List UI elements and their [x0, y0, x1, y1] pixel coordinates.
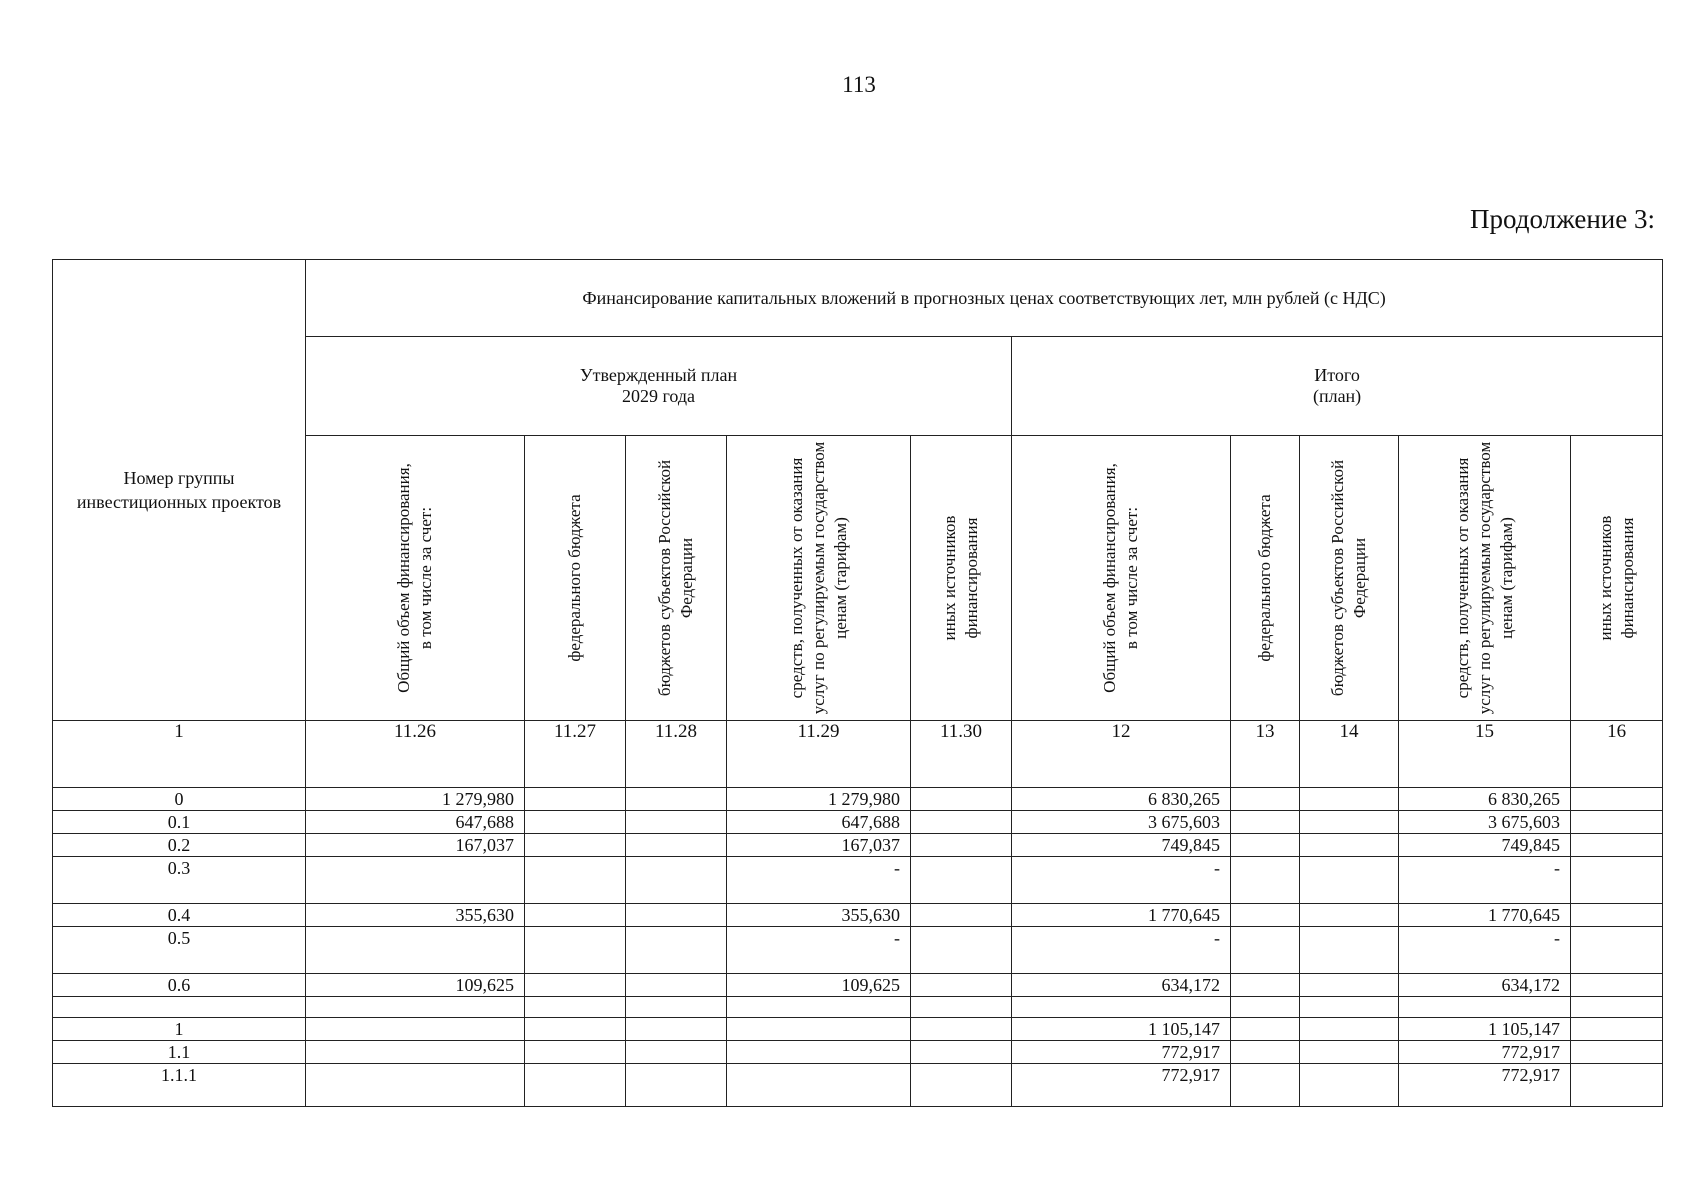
- column-number: 11.26: [306, 721, 525, 788]
- table-cell: 1 279,980: [306, 788, 525, 811]
- table-cell: [525, 997, 626, 1018]
- table-body: [53, 788, 1663, 1107]
- table-cell: [911, 811, 1012, 834]
- financing-title-header: Финансирование капитальных вложений в прогнозных ценах соответствующих лет, млн рублей (с НДС): [306, 260, 1663, 337]
- table-cell: [525, 788, 626, 811]
- table-cell: 167,037: [306, 834, 525, 857]
- table-cell: -: [727, 857, 911, 904]
- col-header-regional-budget: бюджетов субъектов Российской Федерации: [626, 436, 727, 721]
- table-cell: [1571, 927, 1663, 974]
- table-cell: [1231, 811, 1300, 834]
- table-cell: [1571, 974, 1663, 997]
- table-cell: 167,037: [727, 834, 911, 857]
- approved-plan-header: [306, 337, 1012, 436]
- col-header-other-sources: иных источников финансирования: [911, 436, 1012, 721]
- table-cell: [911, 904, 1012, 927]
- table-cell: [525, 811, 626, 834]
- col-header-total-volume: Общий объем финансирования, в том числе за счет:: [1012, 436, 1231, 721]
- table-cell: -: [1399, 927, 1571, 974]
- table-cell: 0.1: [53, 811, 306, 834]
- table-cell: [1300, 811, 1399, 834]
- table-cell: [1571, 1041, 1663, 1064]
- table-row: [53, 1041, 1663, 1064]
- table-cell: [911, 1064, 1012, 1107]
- table-cell: [911, 997, 1012, 1018]
- table-cell: [911, 1041, 1012, 1064]
- table-cell: 749,845: [1012, 834, 1231, 857]
- col-header-tariff-funds: средств, полученных от оказания услуг по регулируемым государством ценам (тарифам): [727, 436, 911, 721]
- table-cell: 772,917: [1012, 1064, 1231, 1107]
- table-cell: [1300, 1064, 1399, 1107]
- table-cell: 1 105,147: [1399, 1018, 1571, 1041]
- table-cell: 3 675,603: [1399, 811, 1571, 834]
- table-cell: 109,625: [727, 974, 911, 997]
- col-header-total-volume: Общий объем финансирования, в том числе за счет:: [306, 436, 525, 721]
- table-cell: 647,688: [306, 811, 525, 834]
- table-cell: 634,172: [1012, 974, 1231, 997]
- table-cell: 1 279,980: [727, 788, 911, 811]
- table-cell: [525, 1064, 626, 1107]
- column-number-row: [53, 721, 1663, 788]
- approved-plan-line2: 2029 года: [621, 386, 696, 406]
- table-cell: [306, 927, 525, 974]
- table-cell: 1.1.1: [53, 1064, 306, 1107]
- column-number: 11.29: [727, 721, 911, 788]
- table-cell: [911, 1018, 1012, 1041]
- table-cell: [727, 1041, 911, 1064]
- table-cell: [1300, 857, 1399, 904]
- table-cell: [1231, 788, 1300, 811]
- table-row: [53, 788, 1663, 811]
- table-cell: [626, 904, 727, 927]
- table-row: [53, 974, 1663, 997]
- table-cell: -: [727, 927, 911, 974]
- column-number: 12: [1012, 721, 1231, 788]
- table-cell: 109,625: [306, 974, 525, 997]
- table-cell: -: [1012, 927, 1231, 974]
- table-cell: [1300, 904, 1399, 927]
- table-cell: [1300, 1018, 1399, 1041]
- table-cell: 772,917: [1399, 1064, 1571, 1107]
- table-cell: [1571, 1064, 1663, 1107]
- table-cell: [626, 1018, 727, 1041]
- table-cell: [525, 904, 626, 927]
- table-cell: [626, 927, 727, 974]
- table-cell: [727, 1064, 911, 1107]
- table-cell: [1231, 904, 1300, 927]
- table-cell: 355,630: [727, 904, 911, 927]
- table-cell: [626, 1064, 727, 1107]
- table-cell: [53, 997, 306, 1018]
- table-cell: [1571, 997, 1663, 1018]
- table-cell: 749,845: [1399, 834, 1571, 857]
- table-cell: 1 770,645: [1012, 904, 1231, 927]
- table-row: [53, 857, 1663, 904]
- table-cell: 0.3: [53, 857, 306, 904]
- table-cell: [911, 834, 1012, 857]
- table-cell: [1300, 974, 1399, 997]
- table-cell: [626, 788, 727, 811]
- table-cell: [525, 1041, 626, 1064]
- table-cell: [525, 834, 626, 857]
- approved-plan-line1: Утвержденный план: [579, 365, 738, 385]
- table-cell: [1231, 927, 1300, 974]
- table-cell: [626, 811, 727, 834]
- table-cell: 0.6: [53, 974, 306, 997]
- table-cell: [306, 857, 525, 904]
- table-cell: 1: [53, 1018, 306, 1041]
- table-cell: [626, 997, 727, 1018]
- table-row: [53, 1064, 1663, 1107]
- table-cell: 355,630: [306, 904, 525, 927]
- table-cell: [1571, 834, 1663, 857]
- table-row: [53, 997, 1663, 1018]
- col-header-regional-budget: бюджетов субъектов Российской Федерации: [1300, 436, 1399, 721]
- table-cell: [1300, 927, 1399, 974]
- column-number: 11.30: [911, 721, 1012, 788]
- table-cell: [1399, 997, 1571, 1018]
- table-row: [53, 927, 1663, 974]
- table-cell: [1571, 857, 1663, 904]
- column-number: 1: [53, 721, 306, 788]
- group-number-header: Номер группы инвестиционных проектов: [53, 260, 306, 721]
- table-cell: 0: [53, 788, 306, 811]
- table-header: [53, 260, 1663, 788]
- col-header-tariff-funds: средств, полученных от оказания услуг по регулируемым государством ценам (тарифам): [1399, 436, 1571, 721]
- table-cell: [626, 1041, 727, 1064]
- table-cell: [727, 1018, 911, 1041]
- table-cell: [1300, 788, 1399, 811]
- table-cell: [306, 1064, 525, 1107]
- table-cell: 634,172: [1399, 974, 1571, 997]
- table-cell: [1231, 1041, 1300, 1064]
- page-number: 113: [842, 72, 876, 97]
- table-cell: 0.4: [53, 904, 306, 927]
- table-cell: [1571, 1018, 1663, 1041]
- table-cell: [1231, 1018, 1300, 1041]
- table-cell: [1012, 997, 1231, 1018]
- column-number: 11.27: [525, 721, 626, 788]
- table-cell: [1571, 904, 1663, 927]
- table-cell: -: [1399, 857, 1571, 904]
- table-cell: -: [1012, 857, 1231, 904]
- table-cell: 772,917: [1399, 1041, 1571, 1064]
- col-header-other-sources: иных источников финансирования: [1571, 436, 1663, 721]
- table-cell: [306, 997, 525, 1018]
- table-cell: [525, 1018, 626, 1041]
- table-row: [53, 811, 1663, 834]
- total-plan-line2: (план): [1312, 386, 1362, 406]
- table-cell: 3 675,603: [1012, 811, 1231, 834]
- column-number: 16: [1571, 721, 1663, 788]
- table-row: [53, 834, 1663, 857]
- table-cell: [727, 997, 911, 1018]
- table-cell: [1300, 997, 1399, 1018]
- table-row: [53, 904, 1663, 927]
- table-cell: [1571, 811, 1663, 834]
- table-cell: [1300, 1041, 1399, 1064]
- table-cell: [1231, 834, 1300, 857]
- col-header-federal-budget: федерального бюджета: [1231, 436, 1300, 721]
- table-cell: 1.1: [53, 1041, 306, 1064]
- table-cell: [911, 857, 1012, 904]
- column-number: 11.28: [626, 721, 727, 788]
- col-header-federal-budget: федерального бюджета: [525, 436, 626, 721]
- table-cell: [911, 927, 1012, 974]
- table-cell: [1231, 857, 1300, 904]
- table-cell: [626, 834, 727, 857]
- table-cell: [525, 857, 626, 904]
- table-cell: 1 770,645: [1399, 904, 1571, 927]
- table-cell: [1571, 788, 1663, 811]
- continuation-label: Продолжение 3:: [1470, 204, 1655, 234]
- total-plan-header: [1012, 337, 1663, 436]
- table-cell: [1300, 834, 1399, 857]
- table-cell: [306, 1041, 525, 1064]
- column-number: 13: [1231, 721, 1300, 788]
- financing-table: [52, 259, 1663, 1107]
- table-cell: [911, 974, 1012, 997]
- table-cell: [525, 974, 626, 997]
- table-cell: [1231, 974, 1300, 997]
- table-cell: 6 830,265: [1399, 788, 1571, 811]
- table-cell: [626, 974, 727, 997]
- table-cell: 0.2: [53, 834, 306, 857]
- column-number: 15: [1399, 721, 1571, 788]
- table-cell: [525, 927, 626, 974]
- table-cell: [306, 1018, 525, 1041]
- table-cell: [626, 857, 727, 904]
- table-cell: 6 830,265: [1012, 788, 1231, 811]
- table-cell: [1231, 997, 1300, 1018]
- total-plan-line1: Итого: [1314, 365, 1360, 385]
- table-cell: [1231, 1064, 1300, 1107]
- table-cell: 0.5: [53, 927, 306, 974]
- table-cell: 772,917: [1012, 1041, 1231, 1064]
- table-cell: 1 105,147: [1012, 1018, 1231, 1041]
- table-cell: 647,688: [727, 811, 911, 834]
- table-row: [53, 1018, 1663, 1041]
- column-number: 14: [1300, 721, 1399, 788]
- table-cell: [911, 788, 1012, 811]
